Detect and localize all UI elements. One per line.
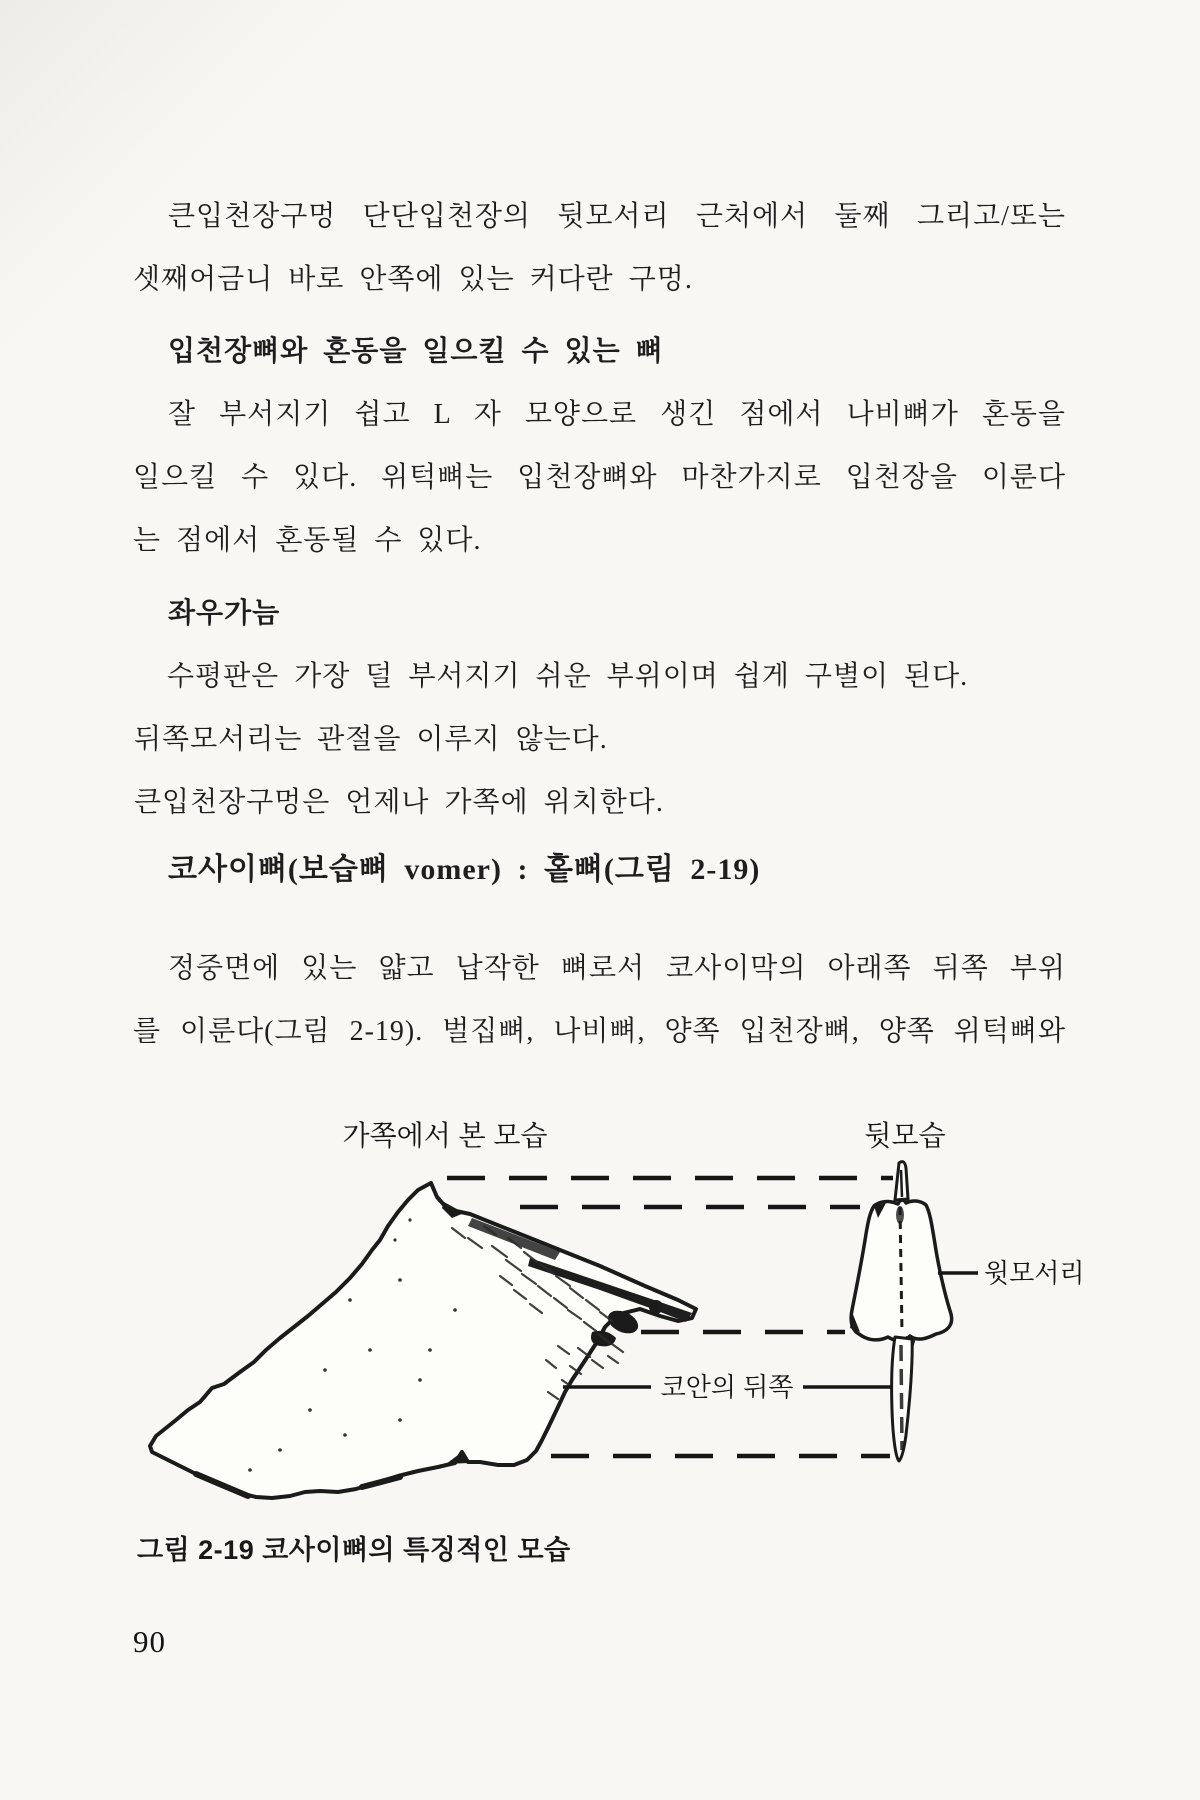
- superior-border-annotation: 윗모서리: [984, 1258, 1085, 1288]
- figure-caption: 그림 2-19 코사이뼈의 특징적인 모습: [137, 1535, 571, 1565]
- vomer-lateral-view-drawing: [150, 1183, 696, 1498]
- lateral-view-label: 가쪽에서 본 모습: [342, 1120, 548, 1151]
- paragraph-line: 수평판은 가장 덜 부서지기 쉬운 부위이며 쉽게 구별이 된다.: [167, 661, 969, 692]
- paragraph-line: 큰입천장구멍 단단입천장의 뒷모서리 근처에서 둘째 그리고/또는: [168, 201, 1066, 232]
- vomer-posterior-view-drawing: [850, 1162, 952, 1461]
- paragraph-line: 정중면에 있는 얇고 납작한 뼈로서 코사이막의 아래쪽 뒤쪽 부위: [168, 953, 1066, 984]
- paragraph-line: 뒤쪽모서리는 관절을 이루지 않는다.: [134, 724, 608, 755]
- section-heading: 입천장뼈와 혼동을 일으킬 수 있는 뼈: [168, 336, 664, 367]
- paragraph-line: 를 이룬다(그림 2-19). 벌집뼈, 나비뼈, 양쪽 입천장뼈, 양쪽 위턱뼈와: [133, 1016, 1066, 1047]
- paragraph-line: 일으킬 수 있다. 위턱뼈는 입천장뼈와 마찬가지로 입천장을 이룬다: [133, 462, 1066, 493]
- section-heading: 코사이뼈(보습뼈 vomer) : 홑뼈(그림 2-19): [168, 853, 761, 886]
- posterior-nasal-annotation: 코안의 뒤쪽: [660, 1372, 794, 1402]
- posterior-view-label: 뒷모습: [864, 1120, 946, 1151]
- page-number: 90: [133, 1624, 166, 1659]
- vomer-figure: [100, 1050, 1100, 1570]
- paragraph-line: 큰입천장구멍은 언제나 가쪽에 위치한다.: [134, 787, 664, 818]
- section-heading: 좌우가늠: [168, 598, 281, 629]
- paragraph-line: 는 점에서 혼동될 수 있다.: [133, 525, 482, 556]
- paragraph-line: 잘 부서지기 쉽고 L 자 모양으로 생긴 점에서 나비뼈가 혼동을: [168, 399, 1066, 430]
- paragraph-line: 셋째어금니 바로 안쪽에 있는 커다란 구멍.: [133, 264, 693, 295]
